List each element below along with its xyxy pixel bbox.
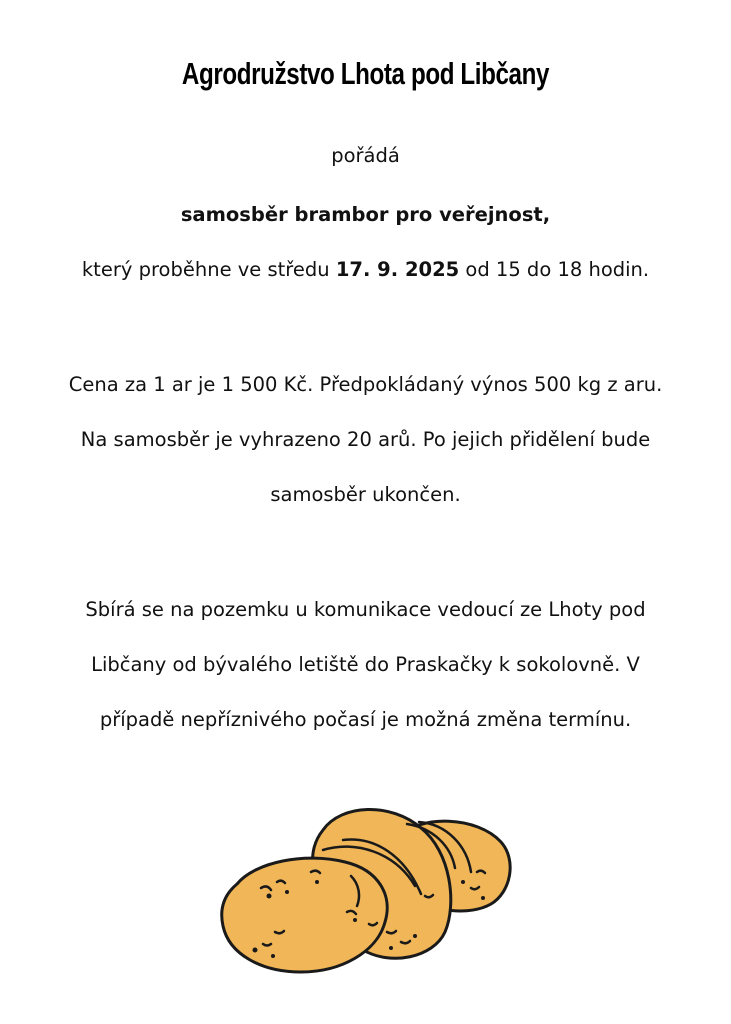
intro-line-2: samosběr brambor pro veřejnost, xyxy=(180,203,551,226)
pricing-line-1: Cena za 1 ar je 1 500 Kč. Předpokládaný výnos 500 kg z aru. xyxy=(68,373,663,396)
pricing-line-2: Na samosběr je vyhrazeno 20 arů. Po jejich přidělení bude xyxy=(80,428,651,451)
event-date: 17. 9. 2025 xyxy=(335,258,460,281)
potato-front-left xyxy=(222,858,387,972)
intro-line-3-pre: který proběhne ve středu xyxy=(81,258,336,281)
intro-line-3-post: od 15 do 18 hodin. xyxy=(459,258,650,281)
location-line-1: Sbírá se na pozemku u komunikace vedoucí ze Lhoty pod xyxy=(85,598,646,621)
pricing-line-3: samosběr ukončen. xyxy=(270,483,461,506)
potatoes-icon xyxy=(215,800,515,990)
location-line-2: Libčany od bývalého letiště do Praskačky k sokolovně. V xyxy=(91,653,640,676)
page-title: Agrodružstvo Lhota pod Libčany xyxy=(181,56,550,91)
intro-line-1: pořádá xyxy=(331,144,400,167)
location-line-3: případě nepříznivého počasí je možná změna termínu. xyxy=(99,708,632,731)
intro-line-3 xyxy=(0,257,731,283)
